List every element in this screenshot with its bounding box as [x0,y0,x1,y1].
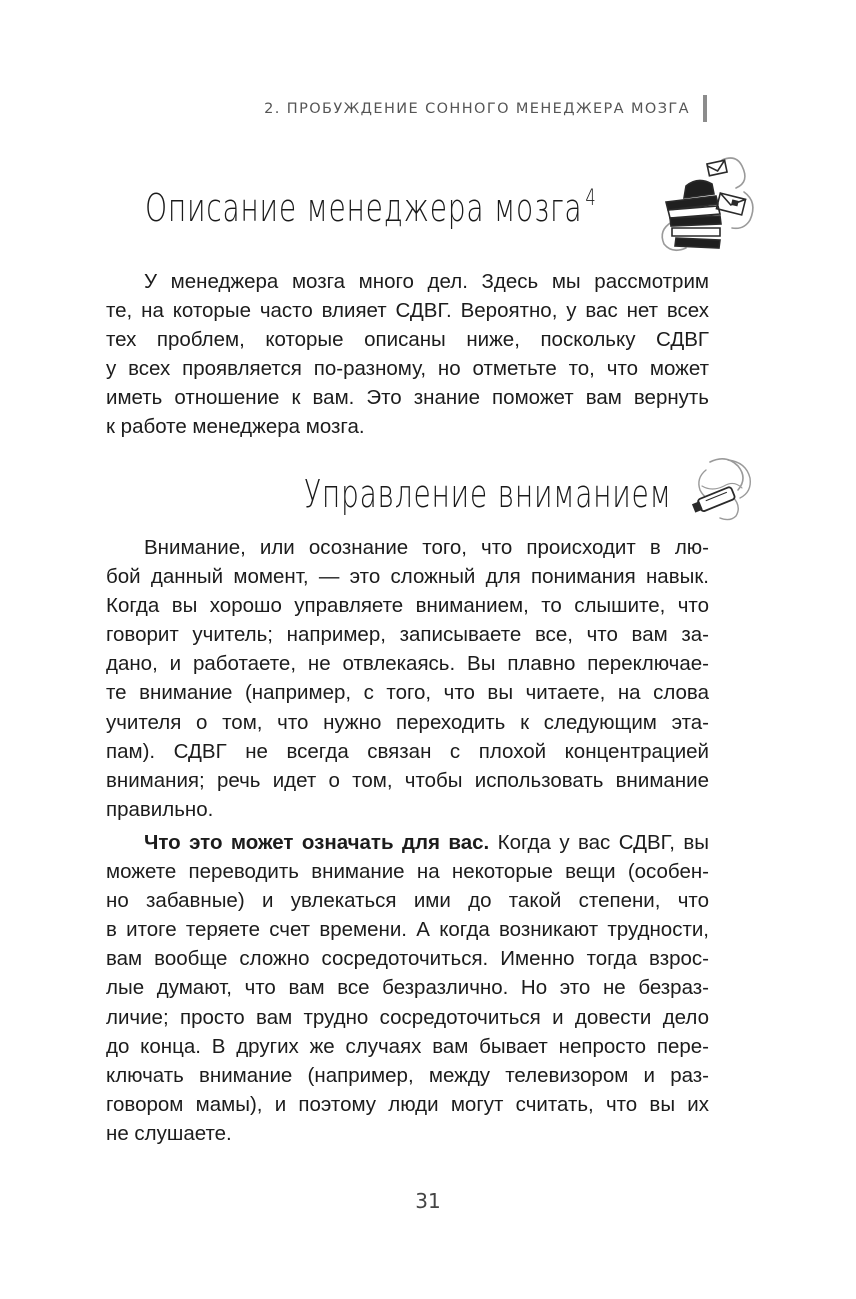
text-line: правильно. [106,797,214,821]
meaning-paragraph [106,828,709,1148]
lead-rest: Когда у вас СДВГ, вы [489,831,709,854]
usb-flash-drive-icon [688,456,758,522]
subsection-title: Управление вниманием [304,472,672,516]
text-line: учителя о том, что нужно переходить к следующим эта- [106,710,709,734]
text-line: к работе менеджера мозга. [106,415,365,439]
text-line: Когда вы хорошо управляете вниманием, то слышите, что [106,594,709,618]
text-line: можете переводить внимание на некоторые вещи (особен- [106,860,709,884]
text-line: личие; просто вам трудно сосредоточиться и довести дело [106,1005,709,1029]
intro-paragraph [106,267,709,442]
running-head-divider [703,95,707,122]
text-line: до конца. В других же случаях вам бывает непросто пере- [106,1034,709,1058]
text-line: Внимание, или осознание того, что происходит в лю- [144,536,709,559]
text-line: те внимание (например, с того, что вы читаете, на слова [106,681,709,705]
section-title [145,186,596,230]
text-line: У менеджера мозга много дел. Здесь мы рассмотрим [144,270,709,293]
page-number: 31 [415,1189,441,1213]
text-line: тех проблем, которые описаны ниже, поскольку СДВГ [106,328,709,352]
footnote-marker: 4 [585,186,597,211]
text-line: лые думают, что вам все безразлично. Но это не безраз- [106,976,709,1000]
text-line: дано, и работаете, не отвлекаясь. Вы плавно переключае- [106,652,709,676]
text-line: в итоге теряете счет времени. А когда возникают трудности, [106,918,709,942]
text-line: не слушаете. [106,1121,232,1145]
text-line: иметь отношение к вам. Это знание поможет вам вернуть [106,386,709,410]
text-line: у всех проявляется по-разному, но отметьте то, что может [106,357,709,381]
text-line: внимания; речь идет о том, чтобы использовать внимание [106,768,709,792]
text-line: но забавные) и увлекаться ими до такой степени, что [106,889,709,913]
text-line: ключать внимание (например, между телевизором и раз- [106,1063,709,1087]
bold-lead: Что это может означать для вас. [144,831,490,854]
text-line [106,828,709,857]
running-head: 2. ПРОБУЖДЕНИЕ СОННОГО МЕНЕДЖЕРА МОЗГА [264,101,690,117]
text-line: пам). СДВГ не всегда связан с плохой концентрацией [106,739,709,763]
text-line: те, на которые часто влияет СДВГ. Вероятно, у вас нет всех [106,299,709,323]
attention-paragraph [106,533,709,824]
text-line: говором мамы), и поэтому люди могут считать, что вы их [106,1092,709,1116]
text-line: бой данный момент, — это сложный для понимания навык. [106,565,709,589]
section-title-text: Описание менеджера мозга [145,186,583,230]
books-and-letters-icon [652,152,760,257]
text-line: говорит учитель; например, записываете все, что вам за- [106,623,709,647]
text-line: вам вообще сложно сосредоточиться. Именно тогда взрос- [106,947,709,971]
